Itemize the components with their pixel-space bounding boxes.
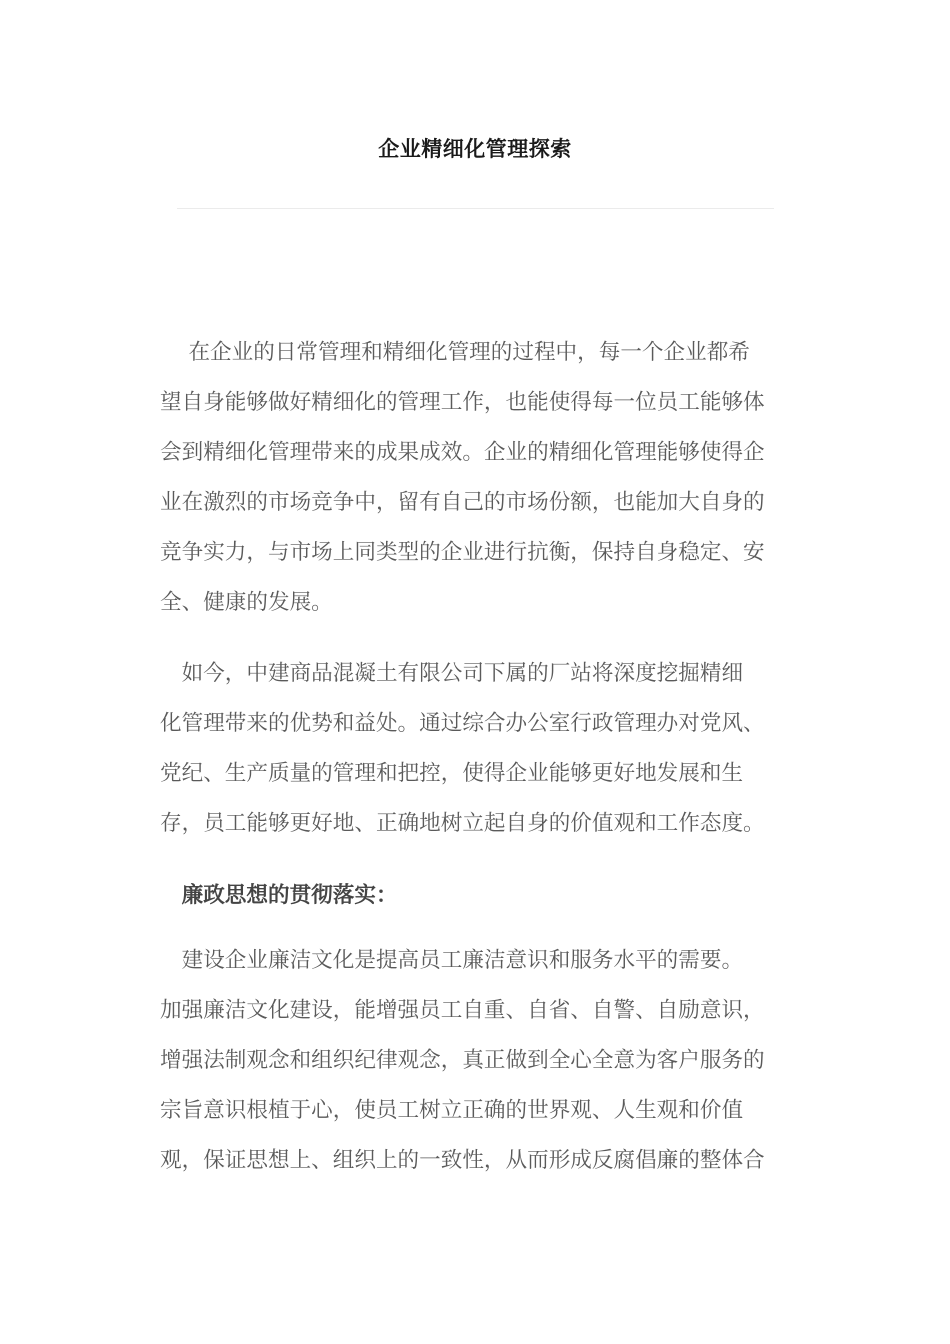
paragraph-line: 宗旨意识根植于心，使员工树立正确的世界观、人生观和价值 bbox=[160, 1098, 744, 1123]
paragraph-line: 会到精细化管理带来的成果成效。企业的精细化管理能够使得企 bbox=[160, 440, 765, 465]
paragraph-line: 望自身能够做好精细化的管理工作，也能使得每一位员工能够体 bbox=[160, 390, 765, 415]
paragraph-line: 竞争实力，与市场上同类型的企业进行抗衡，保持自身稳定、安 bbox=[160, 540, 765, 565]
paragraph-1 bbox=[160, 328, 788, 628]
paragraph-line: 加强廉洁文化建设，能增强员工自重、自省、自警、自励意识， bbox=[160, 998, 765, 1023]
paragraph-line: 化管理带来的优势和益处。通过综合办公室行政管理办对党风、 bbox=[160, 711, 765, 736]
title-divider bbox=[177, 208, 774, 209]
paragraph-line: 存，员工能够更好地、正确地树立起自身的价值观和工作态度。 bbox=[160, 811, 765, 836]
paragraph-line: 建设企业廉洁文化是提高员工廉洁意识和服务水平的需要。 bbox=[160, 948, 744, 973]
paragraph-line: 全、健康的发展。 bbox=[160, 590, 333, 615]
paragraph-line: 观，保证思想上、组织上的一致性，从而形成反腐倡廉的整体合 bbox=[160, 1148, 765, 1173]
document-title: 企业精细化管理探索 bbox=[378, 137, 572, 161]
paragraph-3 bbox=[160, 936, 788, 1186]
section-heading: 廉政思想的贯彻落实： bbox=[160, 883, 398, 908]
paragraph-line: 业在激烈的市场竞争中，留有自己的市场份额，也能加大自身的 bbox=[160, 490, 765, 515]
paragraph-line: 党纪、生产质量的管理和把控，使得企业能够更好地发展和生 bbox=[160, 761, 744, 786]
paragraph-2 bbox=[160, 649, 788, 849]
paragraph-line: 在企业的日常管理和精细化管理的过程中，每一个企业都希 bbox=[160, 340, 750, 365]
paragraph-line: 增强法制观念和组织纪律观念，真正做到全心全意为客户服务的 bbox=[160, 1048, 765, 1073]
paragraph-line: 如今，中建商品混凝土有限公司下属的厂站将深度挖掘精细 bbox=[160, 661, 744, 686]
